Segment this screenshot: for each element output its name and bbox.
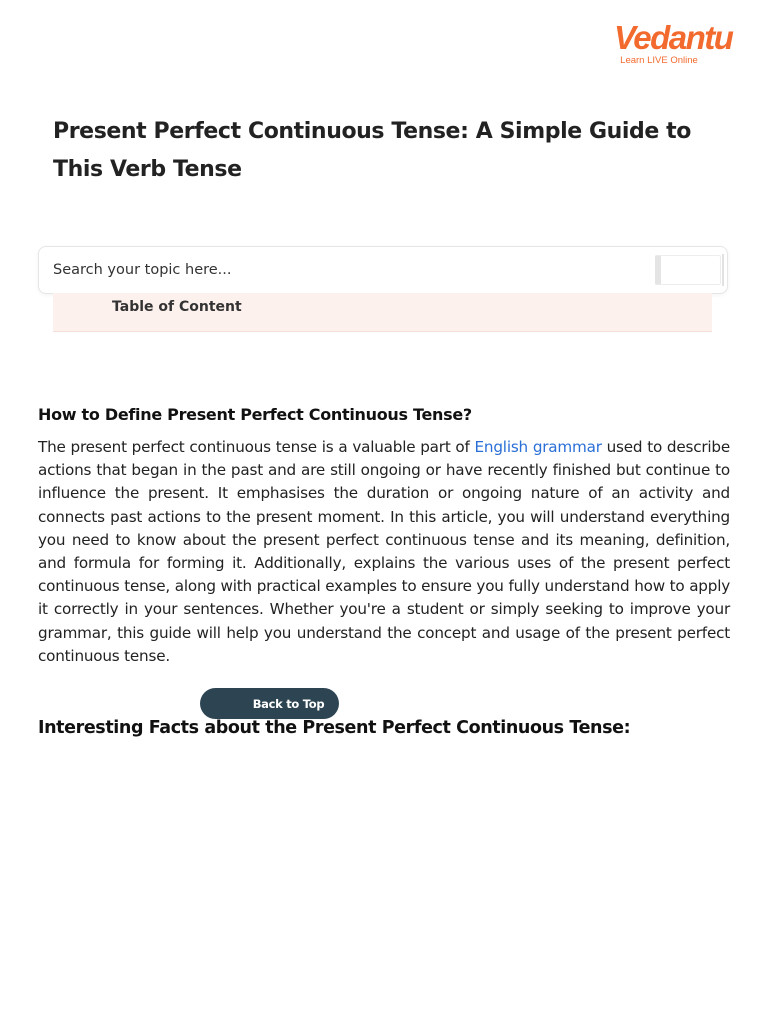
page-title: Present Perfect Continuous Tense: A Simple Guide to This Verb Tense: [53, 119, 692, 182]
search-button[interactable]: [655, 255, 721, 285]
logo-wordmark: Vedantu: [614, 19, 733, 56]
paragraph-text-end: used to describe actions that began in the past and are still ongoing or have recently finished but continue to influence the present. It emphasises the duration or ongoing nature of an activity and connects past actions to the present moment. In this article, you will understand everything you need to know about the present perfect continuous tense and its meaning, definition, and formula for forming it. Additionally, explains the various uses of the present perfect continuous tense, along with practical examples to ensure you fully understand how to apply it correctly in your sentences. Whether you're a student or simply seeking to improve your grammar, this guide will help you understand the concept and usage of the present perfect continuous tense.: [38, 438, 730, 665]
table-of-content-label: Table of Content: [112, 299, 242, 315]
search-bar: [38, 246, 728, 294]
back-to-top-button[interactable]: Back to Top: [200, 688, 339, 719]
search-box-edge: [722, 254, 724, 286]
table-of-content-toggle[interactable]: [53, 293, 712, 332]
definition-paragraph: [38, 436, 730, 668]
section-heading-interesting-facts: Interesting Facts about the Present Perfect Continuous Tense:: [38, 718, 631, 738]
vedantu-logo[interactable]: [614, 19, 733, 67]
search-input[interactable]: [53, 247, 633, 293]
section-heading-definition: How to Define Present Perfect Continuous Tense?: [38, 405, 472, 424]
paragraph-text-start: The present perfect continuous tense is a valuable part of: [38, 438, 475, 456]
english-grammar-link[interactable]: English grammar: [474, 438, 602, 456]
logo-tagline: Learn LIVE Online: [620, 55, 698, 66]
